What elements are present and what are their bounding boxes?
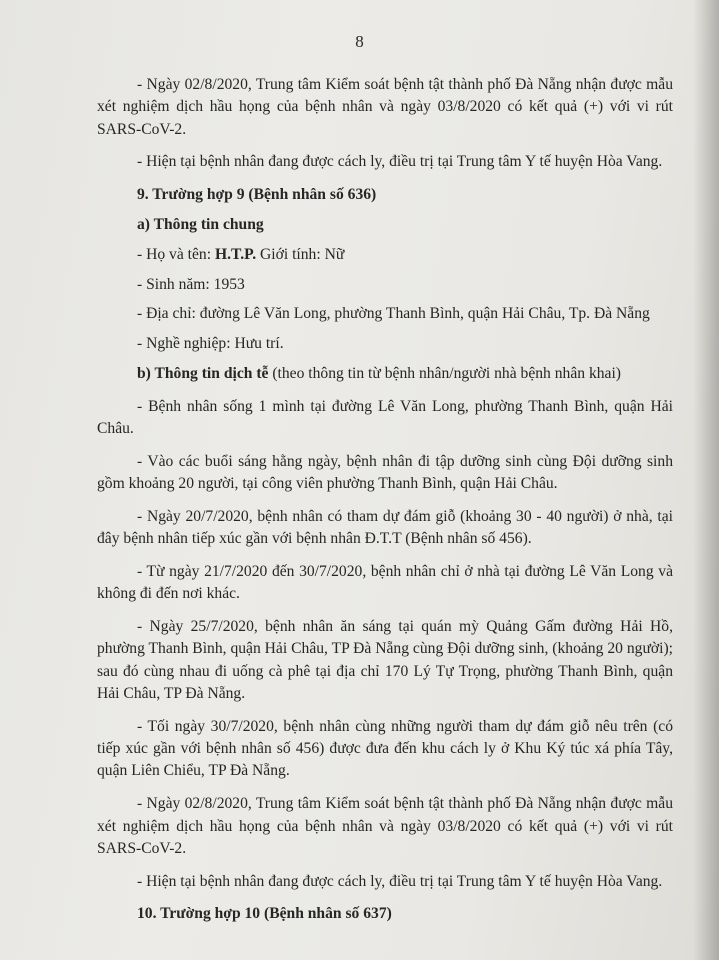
paragraph-memorial-gathering: - Ngày 20/7/2020, bệnh nhân có tham dự đám giỗ (khoảng 30 - 40 người) ở nhà, tại đây bệnh nhân tiếp xúc gần với bệnh nhân Đ.T.T (Bệnh nhân số 456). xyxy=(97,507,673,548)
case-9-heading-text: 9. Trường hợp 9 (Bệnh nhân số 636) xyxy=(137,186,377,204)
epidemiology-heading-note: (theo thông tin từ bệnh nhân/người nhà bệnh nhân khai) xyxy=(268,364,621,382)
paragraph-epidemiology-heading xyxy=(97,363,673,385)
case-10-heading xyxy=(97,903,673,925)
paragraph-lives-alone: - Bệnh nhân sống 1 mình tại đường Lê Văn Long, phường Thanh Bình, quận Hải Châu. xyxy=(97,397,673,438)
paragraph-address: - Địa chỉ: đường Lê Văn Long, phường Thanh Bình, quận Hải Châu, Tp. Đà Nẵng xyxy=(137,305,650,323)
paragraph-treatment-1: - Hiện tại bệnh nhân đang được cách ly, điều trị tại Trung tâm Y tế huyện Hòa Vang. xyxy=(137,153,663,171)
paragraph-test-result-1: - Ngày 02/8/2020, Trung tâm Kiểm soát bệnh tật thành phố Đà Nẵng nhận được mẫu xét nghiệm dịch hầu họng của bệnh nhân và ngày 03/8/2020 có kết quả (+) với vi rút SARS-CoV-2. xyxy=(97,76,673,138)
paragraph-name-gender xyxy=(97,244,673,266)
paragraph-occupation: - Nghề nghiệp: Hưu trí. xyxy=(137,335,284,353)
paragraph-test-result-2: - Ngày 02/8/2020, Trung tâm Kiểm soát bệnh tật thành phố Đà Nẵng nhận được mẫu xét nghiệm dịch hầu họng của bệnh nhân và ngày 03/8/2020 có kết quả (+) với vi rút SARS-CoV-2. xyxy=(97,795,673,857)
epidemiology-heading-text: b) Thông tin dịch tễ xyxy=(137,364,269,382)
paragraph-birth-year: - Sinh năm: 1953 xyxy=(137,275,245,293)
general-info-heading xyxy=(97,214,673,236)
name-label: - Họ và tên: xyxy=(137,245,215,263)
paragraph-quarantine: - Tối ngày 30/7/2020, bệnh nhân cùng những người tham dự đám giỗ nêu trên (có tiếp xúc gần với bệnh nhân số 456) được đưa đến khu cách ly ở Khu Ký túc xá phía Tây, quận Liên Chiểu, TP Đà Nẵng. xyxy=(97,717,673,780)
paragraph-morning-exercise: - Vào các buổi sáng hằng ngày, bệnh nhân đi tập dưỡng sinh cùng Đội dưỡng sinh gồm khoảng 20 người, tại công viên phường Thanh Bình, quận Hải Châu. xyxy=(97,452,673,493)
page-edge-shadow xyxy=(693,0,719,960)
case-9-heading xyxy=(97,184,673,206)
page-number: 8 xyxy=(355,32,364,51)
document-body xyxy=(97,74,673,936)
paragraph-treatment-2: - Hiện tại bệnh nhân đang được cách ly, điều trị tại Trung tâm Y tế huyện Hòa Vang. xyxy=(137,872,663,890)
general-info-heading-text: a) Thông tin chung xyxy=(137,215,264,233)
case-10-heading-text: 10. Trường hợp 10 (Bệnh nhân số 637) xyxy=(137,905,392,923)
patient-initials: H.T.P. xyxy=(214,245,257,263)
paragraph-stayed-home: - Từ ngày 21/7/2020 đến 30/7/2020, bệnh nhân chỉ ở nhà tại đường Lê Văn Long và không đi đến nơi khác. xyxy=(97,563,673,603)
gender-text: Giới tính: Nữ xyxy=(256,245,345,263)
paragraph-breakfast-cafe: - Ngày 25/7/2020, bệnh nhân ăn sáng tại quán mỳ Quảng Gấm đường Hải Hồ, phường Thanh Bình, quận Hải Châu, TP Đà Nẵng cùng Đội dưỡng sinh, (khoảng 20 người); sau đó cùng nhau đi uống cà phê tại địa chỉ 170 Lý Tự Trọng, phường Thanh Bình, quận Hải Châu, TP Đà Nẵng. xyxy=(97,618,673,703)
